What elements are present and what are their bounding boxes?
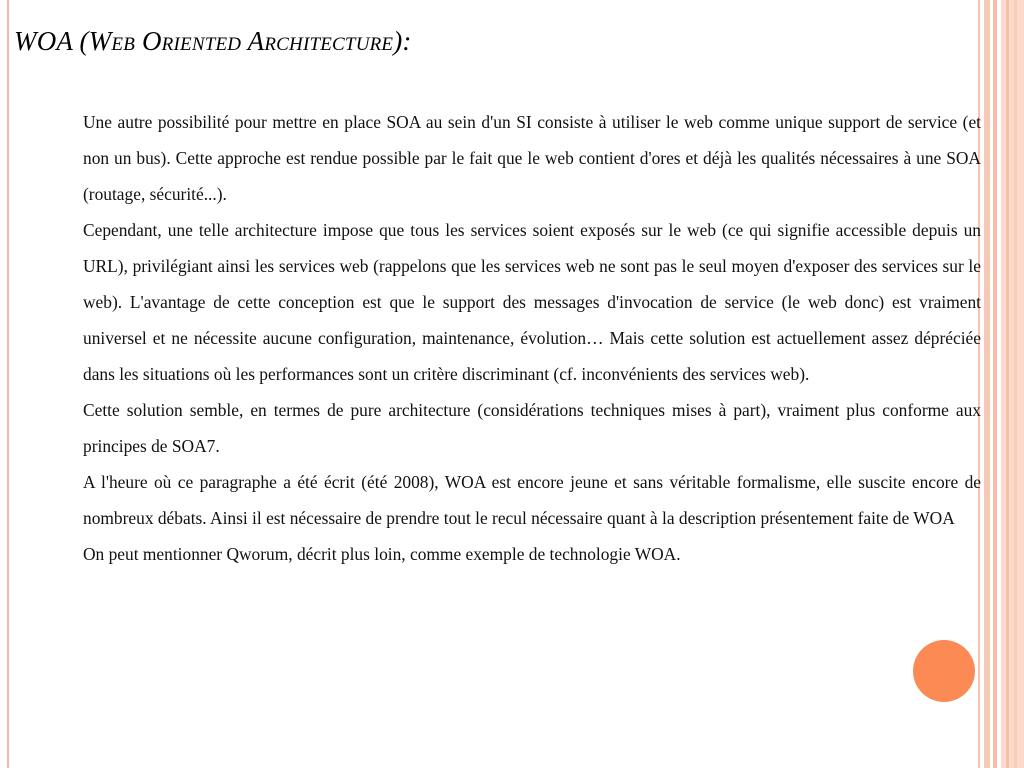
body-paragraph: Cependant, une telle architecture impose que tous les services soient exposés sur le web (ce qui signifie accessible depuis un URL), privilégiant ainsi les services web (rappelons que les services web ne sont pas le seul moyen d'exposer des services sur le web). L'avantage de cette conception est que le support des messages d'invocation de service (le web donc) est vraiment universel et ne nécessite aucune configuration, maintenance, évolution… Mais cette solution est actuellement assez dépréciée dans les situations où les performances sont un critère discriminant (cf. inconvénients des services web).: [83, 220, 981, 384]
decorative-circle: [913, 640, 975, 702]
right-decor-band: [1001, 0, 1024, 768]
body-paragraph: Une autre possibilité pour mettre en place SOA au sein d'un SI consiste à utiliser le web comme unique support de service (et non un bus). Cette approche est rendue possible par le fait que le web contient d'ores et déjà les qualités nécessaires à une SOA (routage, sécurité...).: [83, 112, 981, 204]
body-paragraph: Cette solution semble, en termes de pure architecture (considérations techniques mises à part), vraiment plus conforme aux principes de SOA7.: [83, 400, 981, 456]
body-paragraph: On peut mentionner Qworum, décrit plus loin, comme exemple de technologie WOA.: [83, 544, 681, 564]
right-decor-stripe: [993, 0, 997, 768]
right-decor-stripe: [1014, 0, 1017, 768]
right-decor-stripe: [984, 0, 990, 768]
left-border-line: [7, 0, 9, 768]
slide-title: WOA (Web Oriented Architecture):: [14, 26, 412, 56]
slide-body: [83, 104, 981, 572]
body-paragraph: A l'heure où ce paragraphe a été écrit (été 2008), WOA est encore jeune et sans véritable formalisme, elle suscite encore de nombreux débats. Ainsi il est nécessaire de prendre tout le recul nécessaire quant à la description présentement faite de WOA: [83, 472, 981, 528]
right-decor-stripe: [1006, 0, 1009, 768]
